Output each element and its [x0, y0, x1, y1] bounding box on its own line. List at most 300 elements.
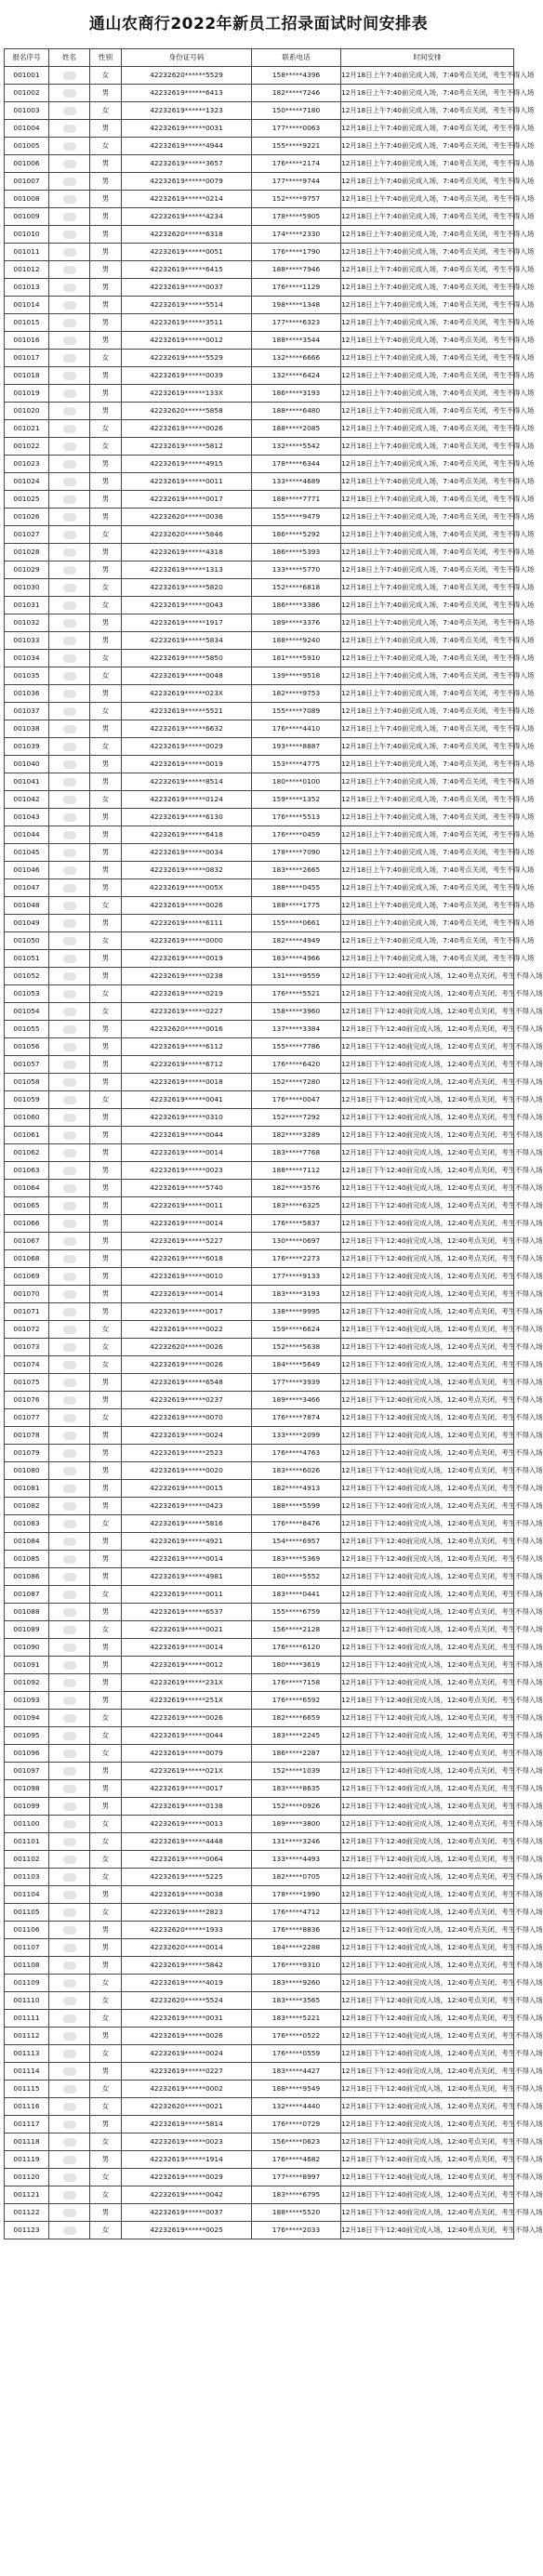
redacted-name-mask [63, 1750, 76, 1758]
cell-serial: 001071 [5, 1303, 49, 1321]
cell-name [49, 1321, 90, 1339]
cell-gender: 男 [90, 1639, 122, 1657]
redacted-name-mask [63, 743, 76, 751]
cell-id: 42232619******4915 [122, 456, 252, 473]
cell-id: 42232619******0022 [122, 1321, 252, 1339]
cell-serial: 001007 [5, 173, 49, 191]
cell-id: 42232619******0011 [122, 1197, 252, 1215]
cell-id: 42232620******0036 [122, 509, 252, 526]
cell-id: 42232619******0012 [122, 1657, 252, 1674]
cell-gender: 男 [90, 279, 122, 297]
cell-name [49, 509, 90, 526]
redacted-name-mask [63, 831, 76, 839]
cell-phone: 133*****4689 [252, 473, 341, 491]
cell-serial: 001024 [5, 473, 49, 491]
cell-phone: 176*****0559 [252, 2045, 341, 2063]
table-row [5, 950, 514, 968]
cell-time: 12月18日下午12:40前完成入场，12:40考点关闭，考生不得入场 [341, 1233, 514, 1250]
redacted-name-mask [63, 637, 76, 645]
cell-serial: 001099 [5, 1798, 49, 1816]
cell-phone: 132*****6424 [252, 367, 341, 385]
table-row [5, 826, 514, 844]
cell-serial: 001088 [5, 1604, 49, 1621]
cell-time: 12月18日上午7:40前完成入场，7:40考点关闭，考生不得入场 [341, 826, 514, 844]
cell-phone: 188*****6480 [252, 403, 341, 420]
cell-id: 42232619******0048 [122, 667, 252, 685]
cell-serial: 001053 [5, 985, 49, 1003]
cell-phone: 177*****0063 [252, 120, 341, 138]
cell-id: 42232619******0051 [122, 244, 252, 261]
cell-name [49, 2133, 90, 2151]
cell-name [49, 1286, 90, 1303]
cell-name [49, 1356, 90, 1374]
cell-serial: 001031 [5, 597, 49, 614]
cell-time: 12月18日上午7:40前完成入场，7:40考点关闭，考生不得入场 [341, 208, 514, 226]
table-row [5, 1886, 514, 1904]
cell-serial: 001103 [5, 1869, 49, 1886]
cell-name [49, 2098, 90, 2116]
cell-id: 42232620******1933 [122, 1922, 252, 1939]
cell-id: 42232619******0017 [122, 1780, 252, 1798]
cell-gender: 女 [90, 350, 122, 367]
cell-gender: 男 [90, 208, 122, 226]
table-row [5, 1445, 514, 1462]
cell-id: 42232619******0024 [122, 2045, 252, 2063]
cell-name [49, 191, 90, 208]
table-row [5, 1003, 514, 1021]
table-row [5, 1992, 514, 2010]
table-row [5, 1604, 514, 1621]
redacted-name-mask [63, 495, 76, 504]
table-row [5, 738, 514, 756]
cell-phone: 176*****5513 [252, 809, 341, 826]
cell-id: 42232619******0018 [122, 1074, 252, 1091]
cell-name [49, 579, 90, 597]
cell-gender: 男 [90, 2204, 122, 2222]
cell-time: 12月18日下午12:40前完成入场，12:40考点关闭，考生不得入场 [341, 1480, 514, 1498]
cell-gender: 男 [90, 1568, 122, 1586]
cell-phone: 178*****6344 [252, 456, 341, 473]
cell-phone: 139*****9518 [252, 667, 341, 685]
table-row [5, 102, 514, 120]
cell-serial: 001038 [5, 720, 49, 738]
cell-id: 42232619******4234 [122, 208, 252, 226]
redacted-name-mask [63, 778, 76, 786]
cell-gender: 女 [90, 1003, 122, 1021]
cell-time: 12月18日上午7:40前完成入场，7:40考点关闭，考生不得入场 [341, 438, 514, 456]
cell-serial: 001081 [5, 1480, 49, 1498]
cell-name [49, 632, 90, 650]
cell-name [49, 279, 90, 297]
cell-serial: 001123 [5, 2222, 49, 2239]
table-row [5, 561, 514, 579]
redacted-name-mask [63, 725, 76, 733]
cell-serial: 001003 [5, 102, 49, 120]
cell-time: 12月18日下午12:40前完成入场，12:40考点关闭，考生不得入场 [341, 1692, 514, 1710]
cell-id: 42232619******0024 [122, 1427, 252, 1445]
redacted-name-mask [63, 1061, 76, 1069]
cell-time: 12月18日上午7:40前完成入场，7:40考点关闭，考生不得入场 [341, 120, 514, 138]
redacted-name-mask [63, 1326, 76, 1334]
cell-serial: 001087 [5, 1586, 49, 1604]
cell-serial: 001083 [5, 1515, 49, 1533]
redacted-name-mask [63, 2067, 76, 2076]
cell-gender: 男 [90, 1445, 122, 1462]
table-row [5, 1727, 514, 1745]
cell-gender: 男 [90, 155, 122, 173]
cell-time: 12月18日上午7:40前完成入场，7:40考点关闭，考生不得入场 [341, 879, 514, 897]
redacted-name-mask [63, 1679, 76, 1687]
cell-gender: 女 [90, 985, 122, 1003]
table-row [5, 667, 514, 685]
cell-phone: 133*****2099 [252, 1427, 341, 1445]
cell-time: 12月18日下午12:40前完成入场，12:40考点关闭，考生不得入场 [341, 1498, 514, 1515]
cell-name [49, 2169, 90, 2186]
cell-id: 42232619******0002 [122, 2081, 252, 2098]
cell-name [49, 1392, 90, 1409]
redacted-name-mask [63, 2050, 76, 2058]
table-row [5, 456, 514, 473]
table-row [5, 1533, 514, 1551]
redacted-name-mask [63, 902, 76, 910]
cell-id: 42232619******6413 [122, 85, 252, 102]
cell-phone: 177*****9744 [252, 173, 341, 191]
table-row [5, 1869, 514, 1886]
cell-id: 42232620******5524 [122, 1992, 252, 2010]
redacted-name-mask [63, 566, 76, 575]
cell-time: 12月18日上午7:40前完成入场，7:40考点关闭，考生不得入场 [341, 738, 514, 756]
table-row [5, 1692, 514, 1710]
cell-serial: 001086 [5, 1568, 49, 1586]
cell-serial: 001032 [5, 614, 49, 632]
cell-serial: 001061 [5, 1127, 49, 1144]
cell-phone: 155*****7089 [252, 703, 341, 720]
cell-serial: 001095 [5, 1727, 49, 1745]
cell-serial: 001041 [5, 773, 49, 791]
table-row [5, 1197, 514, 1215]
cell-serial: 001096 [5, 1745, 49, 1763]
cell-id: 42232619******1914 [122, 2151, 252, 2169]
cell-phone: 189*****3466 [252, 1392, 341, 1409]
cell-serial: 001111 [5, 2010, 49, 2028]
redacted-name-mask [63, 460, 76, 469]
cell-phone: 174*****2330 [252, 226, 341, 244]
cell-phone: 155*****9479 [252, 509, 341, 526]
cell-serial: 001049 [5, 915, 49, 932]
table-row [5, 1515, 514, 1533]
table-row [5, 1056, 514, 1074]
redacted-name-mask [63, 1732, 76, 1740]
table-row [5, 1127, 514, 1144]
cell-time: 12月18日下午12:40前完成入场，12:40考点关闭，考生不得入场 [341, 1250, 514, 1268]
cell-id: 42232619******5842 [122, 1957, 252, 1975]
cell-id: 42232619******4921 [122, 1533, 252, 1551]
cell-gender: 女 [90, 1321, 122, 1339]
cell-time: 12月18日下午12:40前完成入场，12:40考点关闭，考生不得入场 [341, 1162, 514, 1180]
redacted-name-mask [63, 531, 76, 539]
cell-id: 42232619******6418 [122, 826, 252, 844]
cell-gender: 男 [90, 1038, 122, 1056]
header-cell-gender: 性别 [90, 49, 122, 67]
cell-id: 42232619******0026 [122, 1710, 252, 1727]
cell-time: 12月18日下午12:40前完成入场，12:40考点关闭，考生不得入场 [341, 1127, 514, 1144]
cell-gender: 男 [90, 950, 122, 968]
cell-gender: 女 [90, 1409, 122, 1427]
cell-serial: 001112 [5, 2028, 49, 2045]
cell-gender: 男 [90, 1074, 122, 1091]
table-row [5, 1833, 514, 1851]
cell-gender: 男 [90, 173, 122, 191]
cell-serial: 001035 [5, 667, 49, 685]
cell-name [49, 1957, 90, 1975]
cell-id: 42232619******0015 [122, 1480, 252, 1498]
cell-gender: 男 [90, 720, 122, 738]
cell-time: 12月18日下午12:40前完成入场，12:40考点关闭，考生不得入场 [341, 1409, 514, 1427]
table-row [5, 791, 514, 809]
cell-gender: 男 [90, 1604, 122, 1621]
redacted-name-mask [63, 1909, 76, 1917]
table-row [5, 1957, 514, 1975]
cell-gender: 女 [90, 1904, 122, 1922]
cell-gender: 男 [90, 1233, 122, 1250]
cell-gender: 男 [90, 1939, 122, 1957]
cell-gender: 女 [90, 738, 122, 756]
cell-id: 42232620******0016 [122, 1021, 252, 1038]
cell-name [49, 332, 90, 350]
table-row [5, 1233, 514, 1250]
cell-phone: 131*****3246 [252, 1833, 341, 1851]
redacted-name-mask [63, 1573, 76, 1581]
cell-time: 12月18日上午7:40前完成入场，7:40考点关闭，考生不得入场 [341, 314, 514, 332]
cell-time: 12月18日上午7:40前完成入场，7:40考点关闭，考生不得入场 [341, 950, 514, 968]
cell-id: 42232619******0227 [122, 1003, 252, 1021]
cell-time: 12月18日下午12:40前完成入场，12:40考点关闭，考生不得入场 [341, 1374, 514, 1392]
cell-time: 12月18日下午12:40前完成入场，12:40考点关闭，考生不得入场 [341, 1922, 514, 1939]
cell-time: 12月18日下午12:40前完成入场，12:40考点关闭，考生不得入场 [341, 1639, 514, 1657]
cell-name [49, 438, 90, 456]
redacted-name-mask [63, 2103, 76, 2111]
cell-gender: 男 [90, 509, 122, 526]
cell-phone: 188*****7112 [252, 1162, 341, 1180]
cell-name [49, 1674, 90, 1692]
redacted-name-mask [63, 1149, 76, 1157]
cell-name [49, 473, 90, 491]
cell-time: 12月18日下午12:40前完成入场，12:40考点关闭，考生不得入场 [341, 1091, 514, 1109]
cell-time: 12月18日下午12:40前完成入场，12:40考点关闭，考生不得入场 [341, 1197, 514, 1215]
cell-serial: 001040 [5, 756, 49, 773]
redacted-name-mask [63, 1485, 76, 1493]
cell-gender: 男 [90, 1021, 122, 1038]
cell-gender: 女 [90, 2222, 122, 2239]
redacted-name-mask [63, 178, 76, 186]
redacted-name-mask [63, 160, 76, 168]
cell-phone: 183*****0441 [252, 1586, 341, 1604]
cell-id: 42232619******0011 [122, 473, 252, 491]
cell-time: 12月18日上午7:40前完成入场，7:40考点关闭，考生不得入场 [341, 491, 514, 509]
cell-time: 12月18日上午7:40前完成入场，7:40考点关闭，考生不得入场 [341, 544, 514, 561]
cell-id: 42232619******0023 [122, 1162, 252, 1180]
cell-id: 42232619******0832 [122, 862, 252, 879]
table-row [5, 2098, 514, 2116]
cell-phone: 155*****7786 [252, 1038, 341, 1056]
redacted-name-mask [63, 1237, 76, 1246]
cell-serial: 001011 [5, 244, 49, 261]
cell-serial: 001030 [5, 579, 49, 597]
cell-time: 12月18日下午12:40前完成入场，12:40考点关闭，考生不得入场 [341, 1268, 514, 1286]
cell-id: 42232619******0013 [122, 1816, 252, 1833]
cell-gender: 女 [90, 1586, 122, 1604]
cell-time: 12月18日下午12:40前完成入场，12:40考点关闭，考生不得入场 [341, 1992, 514, 2010]
cell-time: 12月18日下午12:40前完成入场，12:40考点关闭，考生不得入场 [341, 1869, 514, 1886]
cell-name [49, 526, 90, 544]
cell-gender: 男 [90, 1674, 122, 1692]
header-cell-time: 时间安排 [341, 49, 514, 67]
cell-time: 12月18日下午12:40前完成入场，12:40考点关闭，考生不得入场 [341, 1109, 514, 1127]
cell-phone: 159*****6624 [252, 1321, 341, 1339]
cell-phone: 177*****8997 [252, 2169, 341, 2186]
cell-time: 12月18日下午12:40前完成入场，12:40考点关闭，考生不得入场 [341, 2151, 514, 2169]
cell-serial: 001118 [5, 2133, 49, 2151]
cell-id: 42232619******0227 [122, 2063, 252, 2081]
table-row [5, 1780, 514, 1798]
cell-gender: 女 [90, 597, 122, 614]
cell-serial: 001009 [5, 208, 49, 226]
cell-phone: 176*****0047 [252, 1091, 341, 1109]
cell-time: 12月18日下午12:40前完成入场，12:40考点关闭，考生不得入场 [341, 1939, 514, 1957]
cell-phone: 152*****6818 [252, 579, 341, 597]
cell-id: 42232619******0044 [122, 1727, 252, 1745]
table-row [5, 2133, 514, 2151]
cell-gender: 男 [90, 1462, 122, 1480]
cell-name [49, 102, 90, 120]
redacted-name-mask [63, 1873, 76, 1882]
cell-serial: 001066 [5, 1215, 49, 1233]
cell-time: 12月18日下午12:40前完成入场，12:40考点关闭，考生不得入场 [341, 1286, 514, 1303]
cell-phone: 155*****6759 [252, 1604, 341, 1621]
table-row [5, 438, 514, 456]
cell-name [49, 1091, 90, 1109]
redacted-name-mask [63, 1043, 76, 1051]
cell-name [49, 1021, 90, 1038]
cell-time: 12月18日下午12:40前完成入场，12:40考点关闭，考生不得入场 [341, 1816, 514, 1833]
cell-phone: 176*****7874 [252, 1409, 341, 1427]
table-row [5, 2116, 514, 2133]
cell-phone: 183*****6325 [252, 1197, 341, 1215]
cell-phone: 183*****5369 [252, 1551, 341, 1568]
cell-phone: 182*****6659 [252, 1710, 341, 1727]
cell-gender: 女 [90, 897, 122, 915]
cell-time: 12月18日上午7:40前完成入场，7:40考点关闭，考生不得入场 [341, 403, 514, 420]
cell-phone: 152*****9757 [252, 191, 341, 208]
cell-time: 12月18日上午7:40前完成入场，7:40考点关闭，考生不得入场 [341, 597, 514, 614]
table-row [5, 2081, 514, 2098]
table-row [5, 279, 514, 297]
cell-phone: 155*****0661 [252, 915, 341, 932]
table-row [5, 2045, 514, 2063]
table-row [5, 1498, 514, 1515]
cell-time: 12月18日下午12:40前完成入场，12:40考点关闭，考生不得入场 [341, 1780, 514, 1798]
cell-gender: 男 [90, 1250, 122, 1268]
redacted-name-mask [63, 1343, 76, 1352]
cell-name [49, 314, 90, 332]
cell-id: 42232619******0214 [122, 191, 252, 208]
cell-phone: 180*****3619 [252, 1657, 341, 1674]
cell-phone: 132*****6666 [252, 350, 341, 367]
table-row [5, 1586, 514, 1604]
table-row [5, 1975, 514, 1992]
cell-name [49, 703, 90, 720]
cell-phone: 182*****9753 [252, 685, 341, 703]
cell-serial: 001068 [5, 1250, 49, 1268]
cell-phone: 176*****2033 [252, 2222, 341, 2239]
cell-id: 42232619******2823 [122, 1904, 252, 1922]
table-row [5, 1215, 514, 1233]
cell-serial: 001121 [5, 2186, 49, 2204]
cell-name [49, 1233, 90, 1250]
redacted-name-mask [63, 1202, 76, 1210]
redacted-name-mask [63, 354, 76, 363]
table-row [5, 579, 514, 597]
table-row [5, 544, 514, 561]
redacted-name-mask [63, 195, 76, 204]
redacted-name-mask [63, 937, 76, 945]
redacted-name-mask [63, 1626, 76, 1634]
cell-id: 42232619******0026 [122, 2028, 252, 2045]
cell-id: 42232619******5225 [122, 1869, 252, 1886]
cell-serial: 001016 [5, 332, 49, 350]
cell-time: 12月18日下午12:40前完成入场，12:40考点关闭，考生不得入场 [341, 1339, 514, 1356]
cell-id: 42232619******0023 [122, 2133, 252, 2151]
cell-serial: 001094 [5, 1710, 49, 1727]
cell-time: 12月18日上午7:40前完成入场，7:40考点关闭，考生不得入场 [341, 844, 514, 862]
cell-gender: 女 [90, 420, 122, 438]
cell-id: 42232619******4944 [122, 138, 252, 155]
cell-id: 42232619******5521 [122, 703, 252, 720]
cell-serial: 001020 [5, 403, 49, 420]
redacted-name-mask [63, 443, 76, 451]
table-row [5, 1321, 514, 1339]
cell-gender: 男 [90, 1215, 122, 1233]
table-row [5, 720, 514, 738]
redacted-name-mask [63, 1114, 76, 1122]
redacted-name-mask [63, 849, 76, 857]
table-row [5, 1851, 514, 1869]
cell-id: 42232620******0026 [122, 1339, 252, 1356]
cell-serial: 001084 [5, 1533, 49, 1551]
cell-id: 42232619******0014 [122, 1286, 252, 1303]
cell-gender: 男 [90, 1427, 122, 1445]
cell-serial: 001046 [5, 862, 49, 879]
cell-time: 12月18日下午12:40前完成入场，12:40考点关闭，考生不得入场 [341, 1604, 514, 1621]
cell-phone: 176*****8836 [252, 1922, 341, 1939]
redacted-name-mask [63, 619, 76, 627]
cell-name [49, 1745, 90, 1763]
redacted-name-mask [63, 955, 76, 963]
cell-time: 12月18日上午7:40前完成入场，7:40考点关闭，考生不得入场 [341, 809, 514, 826]
cell-time: 12月18日下午12:40前完成入场，12:40考点关闭，考生不得入场 [341, 1710, 514, 1727]
cell-phone: 176*****0729 [252, 2116, 341, 2133]
cell-time: 12月18日上午7:40前完成入场，7:40考点关闭，考生不得入场 [341, 862, 514, 879]
cell-serial: 001063 [5, 1162, 49, 1180]
table-row [5, 1904, 514, 1922]
cell-gender: 男 [90, 1144, 122, 1162]
cell-phone: 176*****9310 [252, 1957, 341, 1975]
cell-id: 42232619******2523 [122, 1445, 252, 1462]
table-row [5, 2151, 514, 2169]
table-row [5, 1657, 514, 1674]
cell-time: 12月18日下午12:40前完成入场，12:40考点关闭，考生不得入场 [341, 968, 514, 985]
cell-time: 12月18日下午12:40前完成入场，12:40考点关闭，考生不得入场 [341, 1445, 514, 1462]
